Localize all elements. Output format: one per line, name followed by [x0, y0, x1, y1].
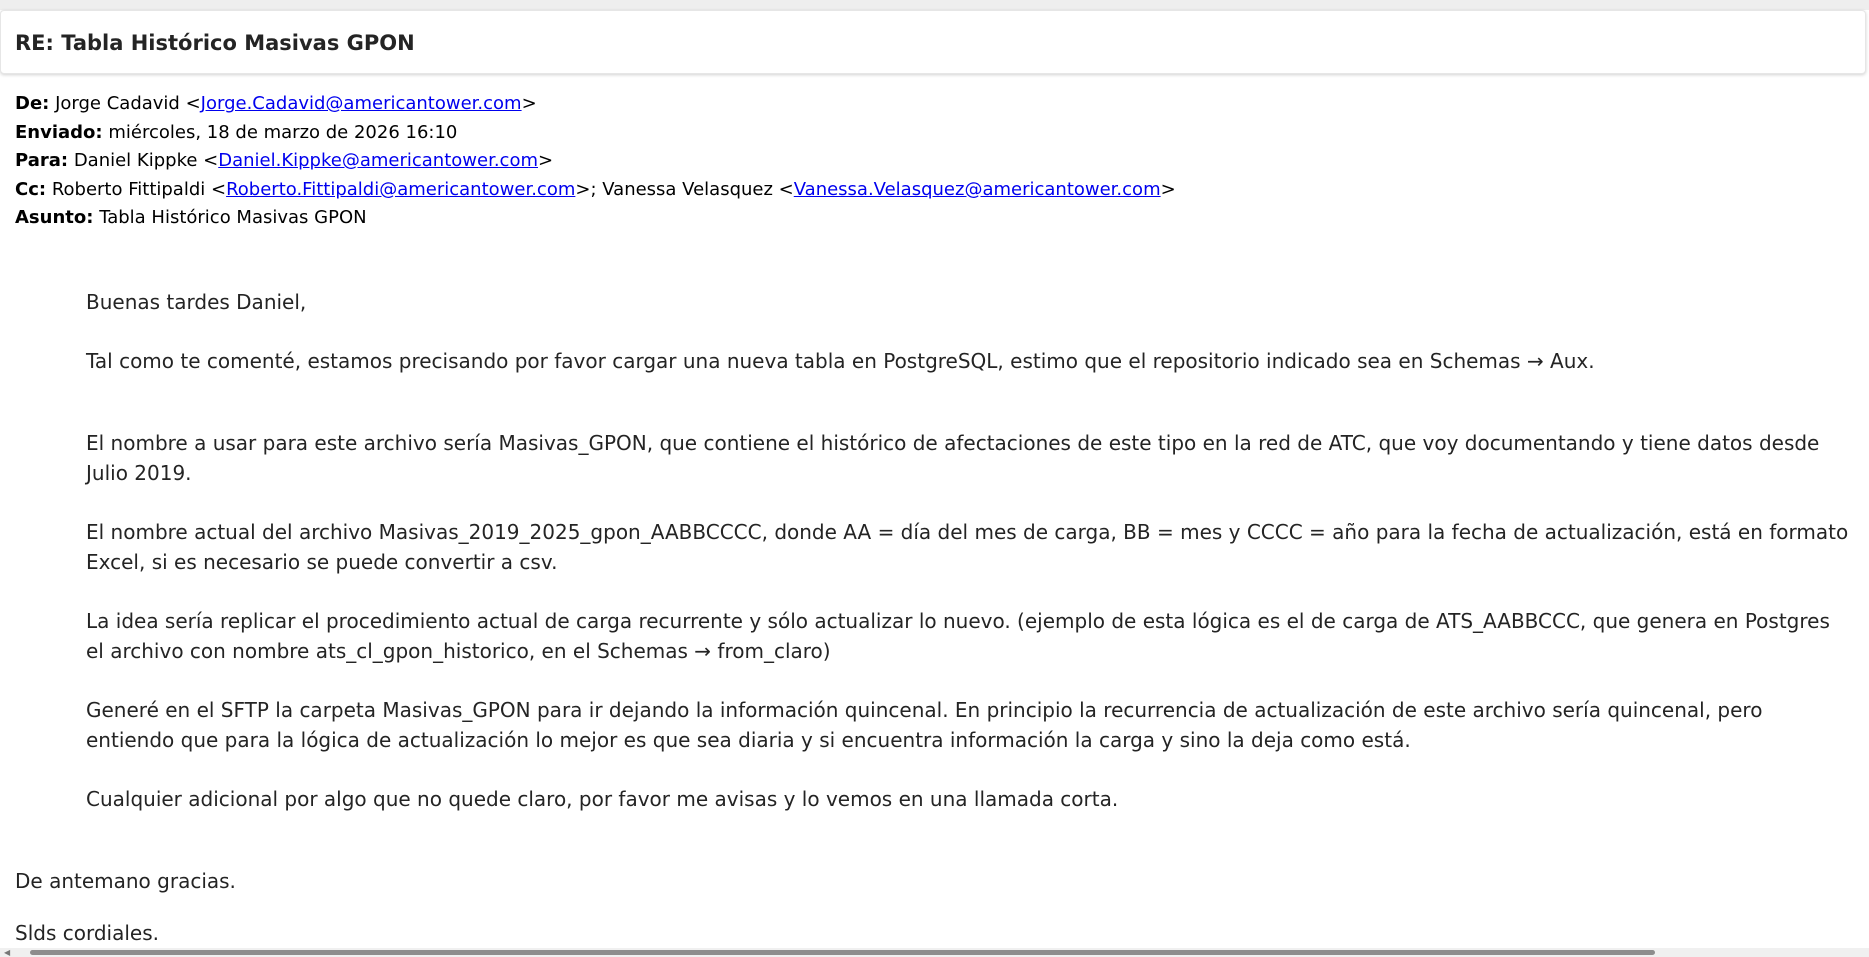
sent-line [15, 119, 1869, 148]
cc-email-link-1[interactable]: Roberto.Fittipaldi@americantower.com [226, 178, 576, 200]
to-name: Daniel Kippke < [73, 150, 219, 172]
from-label: De: [15, 93, 50, 114]
to-label: Para: [15, 150, 69, 172]
subject-label: Asunto: [15, 207, 94, 229]
sent-label: Enviado: [15, 121, 103, 143]
from-name: Jorge Cadavid < [55, 93, 201, 114]
sent-value: miércoles, 18 de marzo de 2026 16:10 [108, 121, 458, 143]
body-paragraph-6: Cualquier adicional por algo que no quede claro, por favor me avisas y lo vemos en una llamada corta. [86, 787, 1119, 811]
cc-line [15, 176, 1869, 205]
body-paragraph-4: La idea sería replicar el procedimiento actual de carga recurrente y sólo actualizar lo nuevo. (ejemplo de esta lógica es el de carga de ATS_AABBCCC, que genera en Postgres el archivo con nombre ats_cl_gpon_historico, en el Schemas → from_claro) [86, 609, 1830, 663]
to-end: > [538, 150, 554, 172]
body-paragraph-5: Generé en el SFTP la carpeta Masivas_GPON para ir dejando la información quincenal. En principio la recurrencia de actualización de este archivo sería quincenal, pero entiendo que para la lógica de actualización lo mejor es que sea diaria y si encuentra información la carga y sino la deja como está. [86, 698, 1763, 752]
window-top-strip [0, 0, 1869, 10]
subject-line [15, 204, 1869, 233]
from-line [15, 90, 1869, 119]
greeting-text: Buenas tardes Daniel, [86, 290, 307, 314]
to-email-link[interactable]: Daniel.Kippke@americantower.com [218, 150, 538, 172]
subject-header-bar [0, 10, 1866, 74]
body-paragraph-1: Tal como te comenté, estamos precisando por favor cargar una nueva tabla en PostgreSQL, estimo que el repositorio indicado sea en Schemas → Aux. [86, 349, 1595, 373]
cc-separator: >; Vanessa Velasquez < [575, 178, 794, 200]
email-content [0, 90, 1869, 233]
forwarded-headers [0, 90, 1869, 233]
cc-email-link-2[interactable]: Vanessa.Velasquez@americantower.com [793, 178, 1161, 200]
body-paragraph-2: El nombre a usar para este archivo sería Masivas_GPON, que contiene el histórico de afectaciones de este tipo en la red de ATC, que voy documentando y tiene datos desde Julio 2019. [86, 431, 1820, 485]
from-end: > [521, 93, 537, 114]
to-line [15, 147, 1869, 176]
signoff-thanks: De antemano gracias. [15, 869, 236, 893]
scrollbar-thumb[interactable] [30, 950, 1655, 955]
cc-name-1: Roberto Fittipaldi < [51, 178, 227, 200]
subject-value: Tabla Histórico Masivas GPON [99, 207, 367, 229]
signoff-regards: Slds cordiales. [15, 921, 159, 945]
email-subject-title: RE: Tabla Histórico Masivas GPON [15, 31, 415, 55]
horizontal-scrollbar[interactable] [0, 948, 1869, 957]
scroll-left-arrow-icon[interactable]: ◀ [4, 948, 11, 957]
cc-label: Cc: [15, 178, 47, 200]
cc-end: > [1160, 178, 1176, 200]
body-paragraph-3: El nombre actual del archivo Masivas_2019_2025_gpon_AABBCCCC, donde AA = día del mes de carga, BB = mes y CCCC = año para la fecha de actualización, está en formato Excel, si es necesario se puede convertir a csv. [86, 520, 1849, 574]
from-email-link[interactable]: Jorge.Cadavid@americantower.com [200, 93, 522, 114]
